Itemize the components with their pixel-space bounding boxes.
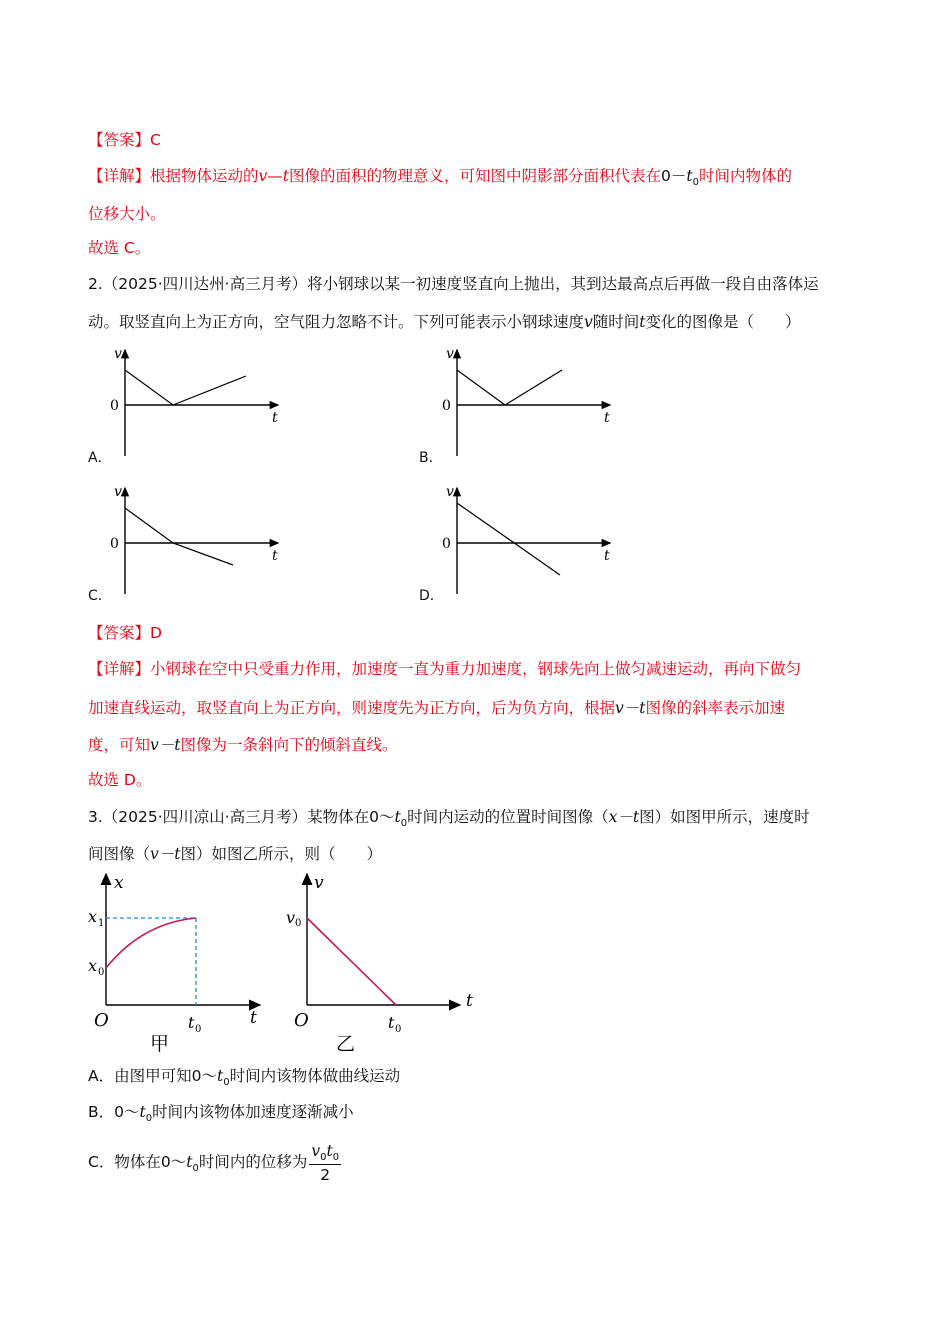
zero-label: 0 <box>110 536 119 552</box>
t0-label: t <box>188 1013 195 1032</box>
displacement-fraction: $\frac{v_0t_0}{2}$ <box>311 1141 340 1184</box>
velocity-line <box>125 370 246 405</box>
t-axis-label: t <box>272 548 278 564</box>
detail-2-line-2: 加速直线运动，取竖直向上为正方向，则速度先为正方向，后为负方向，根据v－t图像的斜率表示加速 <box>88 699 786 717</box>
q3-line-1: 3.（2025·四川凉山·高三月考）某物体在$0\sim t_0$时间内运动的位置时间图像（x－t图）如图甲所示，速度时 <box>88 808 810 829</box>
detail-2-line-3: 度，可知v－t图像为一条斜向下的倾斜直线。 <box>88 736 398 754</box>
graph-b <box>432 342 622 462</box>
q2-line-1: 2.（2025·四川达州·高三月考）将小钢球以某一初速度竖直向上抛出，其到达最高点后再做一段自由落体运 <box>88 275 819 293</box>
v-axis-label: v <box>446 484 454 500</box>
q2-line-2: 动。取竖直向上为正方向，空气阻力忽略不计。下列可能表示小钢球速度v随时间t变化的图像是（ ） <box>88 313 801 331</box>
x0-label: x <box>88 956 98 975</box>
t0-label: t <box>388 1013 395 1032</box>
figure-yi <box>282 868 482 1054</box>
zero-label: 0 <box>110 398 119 414</box>
v0-subscript: 0 <box>295 918 302 929</box>
v-axis-label: v <box>314 873 324 893</box>
t-axis-label: t <box>604 410 610 426</box>
x-axis-label: x <box>114 873 124 893</box>
detail-2-line-1: 【详解】小钢球在空中只受重力作用，加速度一直为重力加速度，钢球先向上做匀减速运动，再向下做匀 <box>88 660 802 678</box>
q3-option-a: A．由图甲可知$0\sim t_0$时间内该物体做曲线运动 <box>88 1067 401 1088</box>
zero-label: 0 <box>442 398 451 414</box>
caption-yi: 乙 <box>336 1033 356 1054</box>
origin-label: O <box>94 1010 109 1031</box>
figure-jia <box>82 868 272 1054</box>
x1-subscript: 1 <box>98 918 105 929</box>
answer-1: 【答案】C <box>88 131 161 149</box>
velocity-line <box>457 503 560 575</box>
q3-line-2: 间图像（v－t图）如图乙所示，则（ ） <box>88 845 383 863</box>
t-axis-label: t <box>250 1008 257 1028</box>
graph-c <box>100 480 290 600</box>
v-axis-label: v <box>114 484 122 500</box>
q3-option-b: B．$0\sim t_0$时间内该物体加速度逐渐减小 <box>88 1103 354 1124</box>
option-a: A． <box>88 450 112 466</box>
velocity-line <box>307 918 396 1005</box>
v0-label: v <box>286 908 296 927</box>
x1-label: x <box>88 907 98 926</box>
option-b: B． <box>419 450 443 466</box>
position-curve <box>106 918 196 968</box>
t-axis-label: t <box>466 991 473 1011</box>
graph-d <box>432 480 622 600</box>
origin-label: O <box>294 1010 309 1031</box>
conclusion-2: 故选 D。 <box>88 771 152 789</box>
zero-label: 0 <box>442 536 451 552</box>
q3-option-c: C．物体在$0\sim t_0$时间内的位移为 $\frac{v_0t_0}{2}$ <box>88 1141 340 1184</box>
t0-subscript: 0 <box>395 1024 402 1035</box>
caption-jia: 甲 <box>150 1033 170 1054</box>
conclusion-1: 故选 C。 <box>88 239 151 257</box>
t-axis-label: t <box>604 548 610 564</box>
t0-subscript: 0 <box>195 1024 202 1035</box>
x0-subscript: 0 <box>98 967 105 978</box>
option-c: C． <box>88 588 112 604</box>
detail-1-line-1: 【详解】根据物体运动的v—t图像的面积的物理意义，可知图中阴影部分面积代表在$0-t_0$时间内物体的 <box>88 167 793 188</box>
option-d: D． <box>419 588 444 604</box>
v-axis-label: v <box>446 346 454 362</box>
t-axis-label: t <box>272 410 278 426</box>
answer-2: 【答案】D <box>88 624 162 642</box>
velocity-line <box>125 508 233 565</box>
detail-1-line-2: 位移大小。 <box>88 205 166 223</box>
graph-a <box>100 342 290 462</box>
v-axis-label: v <box>114 346 122 362</box>
velocity-line <box>457 370 562 405</box>
